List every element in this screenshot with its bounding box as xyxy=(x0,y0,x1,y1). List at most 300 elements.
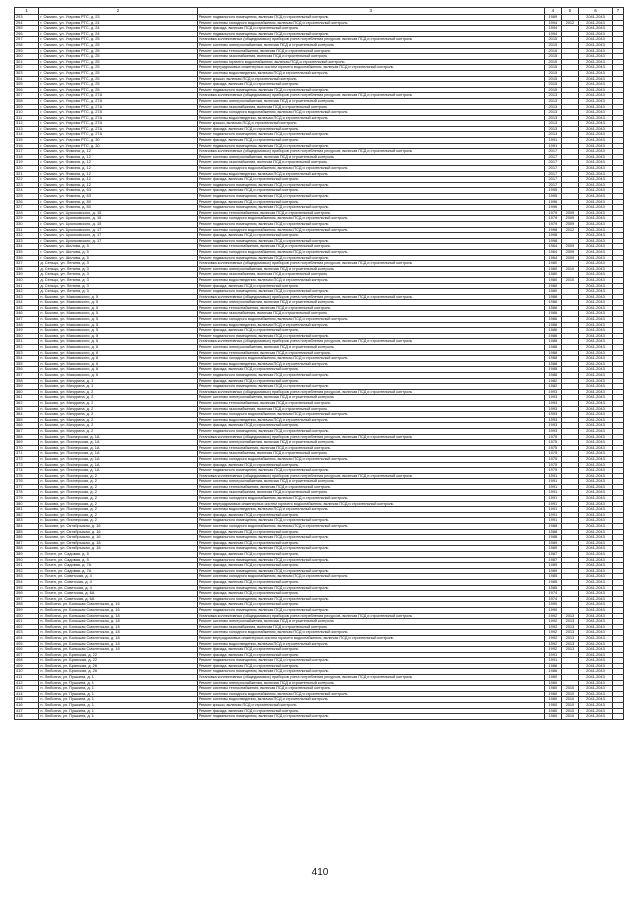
work-type-cell: Ремонт подвального помещения, включая ПСД и строительный контроль xyxy=(197,373,544,379)
row-number-cell: 409 xyxy=(15,663,39,669)
address-cell: п. Быково, ул. Маяковского, д. 6 xyxy=(39,356,197,362)
address-cell: п. Любохна, ул. Пушкина, д. 1 xyxy=(39,714,197,720)
work-type-cell: Ремонт подвального помещения, включая ПСД и строительный контроль xyxy=(197,669,544,675)
address-cell: г. Ожмагс, ул. Фомина, д. 80 xyxy=(39,205,197,211)
planned-period-cell: 2041-2043 xyxy=(578,423,612,429)
planned-period-cell: 2041-2043 xyxy=(578,238,612,244)
year-built-cell: 1979 xyxy=(544,210,561,216)
address-cell: г. Ожмагс, ул. Фомина, д. 63 xyxy=(39,194,197,200)
year-built-cell: 1988 xyxy=(544,361,561,367)
year-built-cell: 1982 xyxy=(544,378,561,384)
row-number-cell: 304 xyxy=(15,76,39,82)
address-cell: г. Ожмагс, ул. Угарова РТС, д. 27А xyxy=(39,132,197,138)
repair-schedule-table xyxy=(14,7,624,720)
row-number-cell: 400 xyxy=(15,613,39,619)
address-cell: г. Ожмагс, ул. Циолковского, д. 15 xyxy=(39,210,197,216)
address-cell: п. Любохна, ул. Большая Смоленская, д. 18 xyxy=(39,619,197,625)
address-cell: п. Быково, ул. Маяковского, д. 6 xyxy=(39,345,197,351)
address-cell: п. Быково, ул. Пионерская, д. 2 xyxy=(39,518,197,524)
row-number-cell: 348 xyxy=(15,322,39,328)
year-last-repair-cell: 2013 xyxy=(561,635,578,641)
row-number-cell: 296 xyxy=(15,31,39,37)
work-type-cell: Ремонт подвального помещения, включая ПСД и строительный контроль xyxy=(197,255,544,261)
year-built-cell: 1991 xyxy=(544,138,561,144)
work-type-cell: Ремонт подвального помещения, включая ПСД и строительный контроль xyxy=(197,518,544,524)
row-number-cell: 306 xyxy=(15,87,39,93)
work-type-cell: Ремонт подвального помещения, включая ПСД и строительный контроль xyxy=(197,31,544,37)
work-type-cell: Ремонт системы теплоснабжения, включая ПСД и строительный контроль xyxy=(197,350,544,356)
work-type-cell: Ремонт системы теплоснабжения, включая ПСД и строительный контроль xyxy=(197,48,544,54)
row-number-cell: 374 xyxy=(15,468,39,474)
address-cell: п. Любохна, ул. Пушкина, д. 1 xyxy=(39,703,197,709)
row-number-cell: 347 xyxy=(15,317,39,323)
planned-period-cell: 2041-2043 xyxy=(578,641,612,647)
address-cell: п. Быково, ул. Пионерская, д. 2 xyxy=(39,479,197,485)
row-number-cell: 293 xyxy=(15,15,39,21)
row-number-cell: 320 xyxy=(15,166,39,172)
row-number-cell: 343 xyxy=(15,294,39,300)
column-header: 4 xyxy=(544,8,561,15)
planned-period-cell: 2041-2043 xyxy=(578,579,612,585)
row-number-cell: 308 xyxy=(15,98,39,104)
year-built-cell: 1993 xyxy=(544,417,561,423)
year-built-cell: 1989 xyxy=(544,540,561,546)
planned-period-cell: 2041-2043 xyxy=(578,395,612,401)
work-type-cell: Ремонт подвального помещения, включая ПСД и строительный контроль xyxy=(197,596,544,602)
planned-period-cell: 2041-2043 xyxy=(578,143,612,149)
work-type-cell: Ремонт подвального помещения, включая ПСД и строительный контроль xyxy=(197,182,544,188)
planned-period-cell: 2041-2043 xyxy=(578,484,612,490)
address-cell: д. Сельцо, ул. Ленина, д. 3 xyxy=(39,289,197,295)
year-last-repair-cell: 2013 xyxy=(561,619,578,625)
address-cell: п. Быково, ул. Пионерская, д. 1А xyxy=(39,440,197,446)
planned-period-cell: 2041-2043 xyxy=(578,574,612,580)
row-number-cell: 418 xyxy=(15,714,39,720)
address-cell: г. Ожмагс, ул. Угарова РТС, д. 25 xyxy=(39,54,197,60)
row-number-cell: 341 xyxy=(15,283,39,289)
year-built-cell: 1982 xyxy=(544,384,561,390)
address-cell: г. Ожмагс, ул. Угарова РТС, д. 23 xyxy=(39,15,197,21)
year-last-repair-cell: 2010 xyxy=(561,714,578,720)
work-type-cell: Ремонт подвального помещения, включая ПСД и строительный контроль xyxy=(197,428,544,434)
year-built-cell: 1991 xyxy=(544,484,561,490)
row-number-cell: 404 xyxy=(15,635,39,641)
address-cell: п. Быково, ул. Мичурина, д. 2 xyxy=(39,428,197,434)
row-number-cell: 360 xyxy=(15,389,39,395)
planned-period-cell: 2041-2043 xyxy=(578,445,612,451)
planned-period-cell: 2041-2043 xyxy=(578,305,612,311)
planned-period-cell: 2041-2043 xyxy=(578,350,612,356)
address-cell: г. Ожмагс, ул. Фомина, д. 63 xyxy=(39,188,197,194)
planned-period-cell: 2041-2043 xyxy=(578,518,612,524)
row-number-cell: 355 xyxy=(15,361,39,367)
year-last-repair-cell: 2009 xyxy=(561,216,578,222)
year-built-cell: 1975 xyxy=(544,445,561,451)
row-number-cell: 370 xyxy=(15,445,39,451)
work-type-cell: Ремонт фасада, включая ПСД и строительный контроль xyxy=(197,663,544,669)
address-cell: г. Ожмагс, ул. Фомина, д. 12 xyxy=(39,154,197,160)
planned-period-cell: 2041-2043 xyxy=(578,456,612,462)
year-built-cell: 1980 xyxy=(544,272,561,278)
planned-period-cell: 2041-2043 xyxy=(578,686,612,692)
year-built-cell: 1975 xyxy=(544,462,561,468)
planned-period-cell: 2041-2043 xyxy=(578,87,612,93)
row-number-cell: 328 xyxy=(15,210,39,216)
row-number-cell: 388 xyxy=(15,546,39,552)
year-built-cell: 2015 xyxy=(544,54,561,60)
planned-period-cell: 2041-2043 xyxy=(578,98,612,104)
work-type-cell: Ремонт подвального помещения, включая ПСД и строительный контроль xyxy=(197,221,544,227)
year-built-cell: 1980 xyxy=(544,686,561,692)
planned-period-cell: 2041-2043 xyxy=(578,496,612,502)
column-header: 3 xyxy=(197,8,544,15)
year-built-cell: 1985 xyxy=(544,585,561,591)
address-cell: п. Быково, ул. Пионерская, д. 1А xyxy=(39,434,197,440)
planned-period-cell: 2041-2043 xyxy=(578,70,612,76)
planned-period-cell: 2041-2043 xyxy=(578,384,612,390)
work-type-cell: Ремонт системы холодного водоснабжения, включая ПСД и строительный контроль xyxy=(197,630,544,636)
address-cell: п. Любохна, ул. Большая Смоленская, д. 18 xyxy=(39,630,197,636)
year-built-cell: 2017 xyxy=(544,160,561,166)
work-type-cell: Ремонт фасада, включая ПСД и строительный контроль xyxy=(197,199,544,205)
address-cell: г. Ожмагс, ул. Угарова РТС, д. 24 xyxy=(39,20,197,26)
work-type-cell: Ремонт подвального помещения, включая ПСД и строительный контроль xyxy=(197,87,544,93)
planned-period-cell: 2041-2043 xyxy=(578,507,612,513)
planned-period-cell: 2041-2043 xyxy=(578,361,612,367)
planned-period-cell: 2041-2043 xyxy=(578,149,612,155)
planned-period-cell: 2041-2043 xyxy=(578,524,612,530)
planned-period-cell: 2041-2043 xyxy=(578,546,612,552)
year-built-cell: 1975 xyxy=(544,434,561,440)
year-built-cell: 1979 xyxy=(544,216,561,222)
planned-period-cell: 2041-2043 xyxy=(578,591,612,597)
row-number-cell: 351 xyxy=(15,339,39,345)
column-header: 7 xyxy=(613,8,624,15)
address-cell: г. Ожмагс, ул. Угарова РТС, д. 25 xyxy=(39,48,197,54)
row-number-cell: 402 xyxy=(15,624,39,630)
row-number-cell: 315 xyxy=(15,138,39,144)
row-number-cell: 377 xyxy=(15,484,39,490)
planned-period-cell: 2041-2043 xyxy=(578,412,612,418)
work-type-cell: Ремонт системы газоснабжения, включая ПСД и строительный контроль xyxy=(197,104,544,110)
row-number-cell: 316 xyxy=(15,143,39,149)
address-cell: г. Ожмагс, ул. Угарова РТС, д. 27А xyxy=(39,110,197,116)
year-built-cell: 2017 xyxy=(544,177,561,183)
planned-period-cell: 2041-2043 xyxy=(578,289,612,295)
year-built-cell: 1986 xyxy=(544,305,561,311)
work-type-cell: Ремонт подвального помещения, включая ПСД и строительный контроль xyxy=(197,384,544,390)
row-number-cell: 312 xyxy=(15,121,39,127)
address-cell: г. Ожмагс, ул. Угарова РТС, д. 27А xyxy=(39,115,197,121)
address-cell: п. Любохна, ул. Брянская, д. 26 xyxy=(39,663,197,669)
planned-period-cell: 2041-2043 xyxy=(578,76,612,82)
row-number-cell: 414 xyxy=(15,691,39,697)
work-type-cell: Ремонт системы газоснабжения, включая ПСД и строительный контроль xyxy=(197,406,544,412)
work-type-cell: Ремонт системы водоотведения, включая ПСД и строительный контроль xyxy=(197,277,544,283)
year-built-cell: 2015 xyxy=(544,59,561,65)
planned-period-cell: 2041-2043 xyxy=(578,624,612,630)
planned-period-cell: 2041-2043 xyxy=(578,658,612,664)
work-type-cell: Ремонт системы теплоснабжения, включая ПСД и строительный контроль xyxy=(197,484,544,490)
address-cell: п. Быково, ул. Мичурина, д. 2 xyxy=(39,406,197,412)
planned-period-cell: 2041-2043 xyxy=(578,182,612,188)
planned-period-cell: 2041-2043 xyxy=(578,48,612,54)
row-number-cell: 367 xyxy=(15,428,39,434)
address-cell: г. Ожмагс, ул. Угарова РТС, д. 27А xyxy=(39,104,197,110)
row-number-cell: 381 xyxy=(15,507,39,513)
column-header: 6 xyxy=(578,8,612,15)
address-cell: г. Ожмагс, ул. Фомина, д. 12 xyxy=(39,166,197,172)
planned-period-cell: 2041-2043 xyxy=(578,221,612,227)
row-number-cell: 364 xyxy=(15,412,39,418)
year-built-cell: 1991 xyxy=(544,652,561,658)
work-type-cell: Ремонт подвального помещения, включая ПСД и строительный контроль xyxy=(197,205,544,211)
work-type-cell: Ремонт крыши, включая ПСД и строительный контроль xyxy=(197,76,544,82)
row-number-cell: 368 xyxy=(15,434,39,440)
address-cell: г. Ожмагс, ул. Угарова РТС, д. 27А xyxy=(39,93,197,99)
work-type-cell: Ремонт фасада, включая ПСД и строительный контроль xyxy=(197,177,544,183)
address-cell: п. Быково, ул. Маяковского, д. 5 xyxy=(39,328,197,334)
year-built-cell: 1990 xyxy=(544,607,561,613)
year-built-cell: 1991 xyxy=(544,143,561,149)
planned-period-cell: 2041-2043 xyxy=(578,540,612,546)
year-built-cell: 1993 xyxy=(544,406,561,412)
address-cell: п. Быково, ул. Маяковского, д. 6 xyxy=(39,339,197,345)
row-number-cell: 350 xyxy=(15,333,39,339)
work-type-cell: Ремонт подвального помещения, включая ПСД и строительный контроль xyxy=(197,333,544,339)
address-cell: п. Быково, ул. Пионерская, д. 2 xyxy=(39,496,197,502)
planned-period-cell: 2041-2043 xyxy=(578,602,612,608)
year-built-cell: 2013 xyxy=(544,121,561,127)
year-built-cell: 1998 xyxy=(544,238,561,244)
year-built-cell: 1988 xyxy=(544,529,561,535)
planned-period-cell: 2041-2043 xyxy=(578,428,612,434)
planned-period-cell: 2041-2043 xyxy=(578,630,612,636)
row-number-cell: 352 xyxy=(15,345,39,351)
row-number-cell: 298 xyxy=(15,42,39,48)
work-type-cell: Ремонт системы горячего водоснабжения, включая ПСД и строительный контроль xyxy=(197,59,544,65)
work-type-cell: Ремонт подвального помещения, включая ПСД и строительный контроль xyxy=(197,714,544,720)
row-number-cell: 378 xyxy=(15,490,39,496)
address-cell: п. Любохна, ул. Брянская, д. 22 xyxy=(39,658,197,664)
year-built-cell: 1975 xyxy=(544,456,561,462)
work-type-cell: Ремонт системы теплоснабжения, включая ПСД и строительный контроль xyxy=(197,686,544,692)
address-cell: п. Быково, ул. Маяковского, д. 6 xyxy=(39,361,197,367)
planned-period-cell: 2041-2043 xyxy=(578,59,612,65)
work-type-cell: Ремонт фасада, включая ПСД и строительный контроль xyxy=(197,126,544,132)
work-type-cell: Ремонт системы водоотведения, включая ПСД и строительный контроль xyxy=(197,417,544,423)
year-built-cell: 1980 xyxy=(544,680,561,686)
address-cell: п. Любохна, ул. Пушкина, д. 1 xyxy=(39,675,197,681)
work-type-cell: Ремонт фасада, включая ПСД и строительный контроль xyxy=(197,529,544,535)
year-built-cell: 1988 xyxy=(544,350,561,356)
row-number-cell: 396 xyxy=(15,591,39,597)
address-cell: п. Быково, ул. Мичурина, д. 2 xyxy=(39,423,197,429)
row-number-cell: 384 xyxy=(15,524,39,530)
row-number-cell: 334 xyxy=(15,244,39,250)
address-cell: п. Быково, ул. Мичурина, д. 1 xyxy=(39,384,197,390)
address-cell: п. Быково, ул. Мичурина, д. 2 xyxy=(39,389,197,395)
year-built-cell: 1988 xyxy=(544,535,561,541)
address-cell: г. Ожмагс, ул. Фомина, д. 12 xyxy=(39,160,197,166)
row-number-cell: 319 xyxy=(15,160,39,166)
year-built-cell: 1989 xyxy=(544,15,561,21)
address-cell: г. Ожмагс, ул. Циолковского, д. 15 xyxy=(39,221,197,227)
address-cell: п. Любохна, ул. Большая Смоленская, д. 18 xyxy=(39,613,197,619)
row-number-cell: 297 xyxy=(15,37,39,43)
address-cell: г. Ожмагс, ул. Шилова, д. 5 xyxy=(39,244,197,250)
row-number-cell: 366 xyxy=(15,423,39,429)
planned-period-cell: 2041-2043 xyxy=(578,328,612,334)
row-number-cell: 357 xyxy=(15,373,39,379)
year-built-cell: 1987 xyxy=(544,557,561,563)
year-built-cell: 1975 xyxy=(544,468,561,474)
work-type-cell: Установка коллективных (общедомовых) приборов учета потребления ресурсов, включая ПСД и строительный контроль xyxy=(197,434,544,440)
planned-period-cell: 2041-2043 xyxy=(578,31,612,37)
row-number-cell: 344 xyxy=(15,300,39,306)
year-built-cell: 1980 xyxy=(544,261,561,267)
year-built-cell: 1990 xyxy=(544,602,561,608)
address-cell: п. Любохна, ул. Большая Смоленская, д. 16 xyxy=(39,602,197,608)
year-last-repair-cell: 2010 xyxy=(561,691,578,697)
work-type-cell: Ремонт фасада, включая ПСД и строительный контроль xyxy=(197,647,544,653)
year-built-cell: 1991 xyxy=(544,479,561,485)
work-type-cell: Ремонт крыши, включая ПСД и строительный контроль xyxy=(197,121,544,127)
address-cell: п. Почеп, ул. Советская, д. 4 xyxy=(39,585,197,591)
work-type-cell: Ремонт фасада, включая ПСД и строительный контроль xyxy=(197,82,544,88)
address-cell: г. Ожмагс, ул. Угарова РТС, д. 25 xyxy=(39,59,197,65)
work-type-cell: Ремонт системы электроснабжения, включая ПСД и строительный контроль xyxy=(197,98,544,104)
row-number-cell: 354 xyxy=(15,356,39,362)
year-built-cell: 1989 xyxy=(544,563,561,569)
year-built-cell: 1980 xyxy=(544,289,561,295)
work-type-cell: Установка коллективных (общедомовых) приборов учета потребления ресурсов, включая ПСД и строительный контроль xyxy=(197,261,544,267)
address-cell: г. Ожмагс, ул. Циолковского, д. 17 xyxy=(39,227,197,233)
address-cell: п. Почеп, ул. Советская, д. 6А xyxy=(39,591,197,597)
year-built-cell: 1980 xyxy=(544,283,561,289)
year-built-cell: 1974 xyxy=(544,596,561,602)
year-built-cell: 1991 xyxy=(544,658,561,664)
work-type-cell: Ремонт крыши, включая ПСД и строительный контроль xyxy=(197,703,544,709)
planned-period-cell: 2041-2043 xyxy=(578,473,612,479)
planned-period-cell: 2041-2043 xyxy=(578,216,612,222)
year-last-repair-cell: 2013 xyxy=(561,641,578,647)
planned-period-cell: 2041-2043 xyxy=(578,652,612,658)
year-built-cell: 1989 xyxy=(544,546,561,552)
year-built-cell: 1975 xyxy=(544,440,561,446)
planned-period-cell: 2041-2043 xyxy=(578,261,612,267)
year-built-cell: 1992 xyxy=(544,641,561,647)
work-type-cell: Ремонт системы водоотведения, включая ПСД и строительный контроль xyxy=(197,115,544,121)
address-cell: п. Любохна, ул. Пушкина, д. 1 xyxy=(39,680,197,686)
planned-period-cell: 2041-2043 xyxy=(578,479,612,485)
planned-period-cell: 2041-2043 xyxy=(578,613,612,619)
work-type-cell: Ремонт системы холодного водоснабжения, включая ПСД и строительный контроль xyxy=(197,356,544,362)
address-cell: п. Быково, ул. Маяковского, д. 6 xyxy=(39,373,197,379)
year-built-cell: 1995 xyxy=(544,194,561,200)
address-cell: п. Любохна, ул. Брянская, д. 22 xyxy=(39,652,197,658)
row-number-cell: 324 xyxy=(15,188,39,194)
row-number-cell: 337 xyxy=(15,261,39,267)
planned-period-cell: 2041-2043 xyxy=(578,65,612,71)
row-number-cell: 305 xyxy=(15,82,39,88)
address-cell: г. Ожмагс, ул. Угарова РТС, д. 30 xyxy=(39,138,197,144)
year-built-cell: 1988 xyxy=(544,373,561,379)
year-built-cell: 1986 xyxy=(544,663,561,669)
work-type-cell: Ремонт системы холодного водоснабжения, включая ПСД и строительный контроль xyxy=(197,456,544,462)
work-type-cell: Ремонт подвального помещения, включая ПСД и строительный контроль xyxy=(197,15,544,21)
year-built-cell: 1996 xyxy=(544,199,561,205)
work-type-cell: Ремонт подвального помещения, включая ПСД и строительный контроль xyxy=(197,194,544,200)
work-type-cell: Ремонт системы холодного водоснабжения, включая ПСД и строительный контроль xyxy=(197,524,544,530)
year-built-cell: 1993 xyxy=(544,400,561,406)
row-number-cell: 365 xyxy=(15,417,39,423)
row-number-cell: 411 xyxy=(15,675,39,681)
address-cell: г. Ожмагс, ул. Угарова РТС, д. 27А xyxy=(39,121,197,127)
planned-period-cell: 2041-2043 xyxy=(578,333,612,339)
address-cell: п. Быково, ул. Пионерская, д. 2 xyxy=(39,512,197,518)
planned-period-cell: 2041-2043 xyxy=(578,557,612,563)
address-cell: п. Быково, ул. Пионерская, д. 2 xyxy=(39,490,197,496)
planned-period-cell: 2041-2043 xyxy=(578,115,612,121)
planned-period-cell: 2041-2043 xyxy=(578,42,612,48)
work-type-cell: Ремонт внутридомовых инженерных систем горячего водоснабжения, включая ПСД и строительный контроль xyxy=(197,65,544,71)
year-built-cell: 1979 xyxy=(544,221,561,227)
year-built-cell: 1986 xyxy=(544,328,561,334)
work-type-cell: Установка коллективных (общедомовых) приборов учета потребления ресурсов, включая ПСД и строительный контроль xyxy=(197,473,544,479)
row-number-cell: 407 xyxy=(15,652,39,658)
planned-period-cell: 2041-2043 xyxy=(578,199,612,205)
address-cell: п. Любохна, ул. Пушкина, д. 1 xyxy=(39,697,197,703)
row-number-cell: 386 xyxy=(15,535,39,541)
work-type-cell: Ремонт системы теплоснабжения, включая ПСД и строительный контроль xyxy=(197,210,544,216)
row-number-cell: 371 xyxy=(15,451,39,457)
work-type-cell: Ремонт системы водоотведения, включая ПСД и строительный контроль xyxy=(197,641,544,647)
planned-period-cell: 2041-2043 xyxy=(578,255,612,261)
work-type-cell: Ремонт фасада, включая ПСД и строительный контроль xyxy=(197,188,544,194)
year-built-cell: 1985 xyxy=(544,579,561,585)
work-type-cell: Ремонт фасада, включая ПСД и строительный контроль xyxy=(197,233,544,239)
row-number-cell: 399 xyxy=(15,607,39,613)
row-number-cell: 391 xyxy=(15,563,39,569)
work-type-cell: Установка коллективных (общедомовых) приборов учета потребления ресурсов, включая ПСД и строительный контроль xyxy=(197,93,544,99)
page-number: 410 xyxy=(311,867,329,878)
planned-period-cell: 2041-2043 xyxy=(578,708,612,714)
year-built-cell: 2013 xyxy=(544,104,561,110)
address-cell: п. Быково, ул. Октябрьская, д. 16 xyxy=(39,535,197,541)
work-type-cell: Ремонт системы водоотведения, включая ПСД и строительный контроль xyxy=(197,507,544,513)
year-built-cell: 1992 xyxy=(544,619,561,625)
work-type-cell: Ремонт системы холодного водоснабжения, включая ПСД и строительный контроль xyxy=(197,249,544,255)
planned-period-cell: 2041-2043 xyxy=(578,93,612,99)
year-built-cell: 2015 xyxy=(544,37,561,43)
row-number-cell: 338 xyxy=(15,266,39,272)
address-cell: д. Сельцо, ул. Ленина, д. 3 xyxy=(39,272,197,278)
work-type-cell: Ремонт системы холодного водоснабжения, включая ПСД и строительный контроль xyxy=(197,691,544,697)
work-type-cell: Ремонт фасада, включая ПСД и строительный контроль xyxy=(197,367,544,373)
address-cell: п. Любохна, ул. Пушкина, д. 1 xyxy=(39,686,197,692)
address-cell: г. Ожмагс, ул. Угарова РТС, д. 25 xyxy=(39,42,197,48)
year-built-cell: 1994 xyxy=(544,26,561,32)
row-number-cell: 390 xyxy=(15,557,39,563)
year-last-repair-cell: 2009 xyxy=(561,249,578,255)
row-number-cell: 345 xyxy=(15,305,39,311)
year-built-cell: 1991 xyxy=(544,501,561,507)
row-number-cell: 313 xyxy=(15,126,39,132)
work-type-cell: Ремонт фасада, включая ПСД и строительный контроль xyxy=(197,423,544,429)
planned-period-cell: 2041-2043 xyxy=(578,535,612,541)
work-type-cell: Ремонт системы электроснабжения, включая ПСД и строительный контроль xyxy=(197,395,544,401)
